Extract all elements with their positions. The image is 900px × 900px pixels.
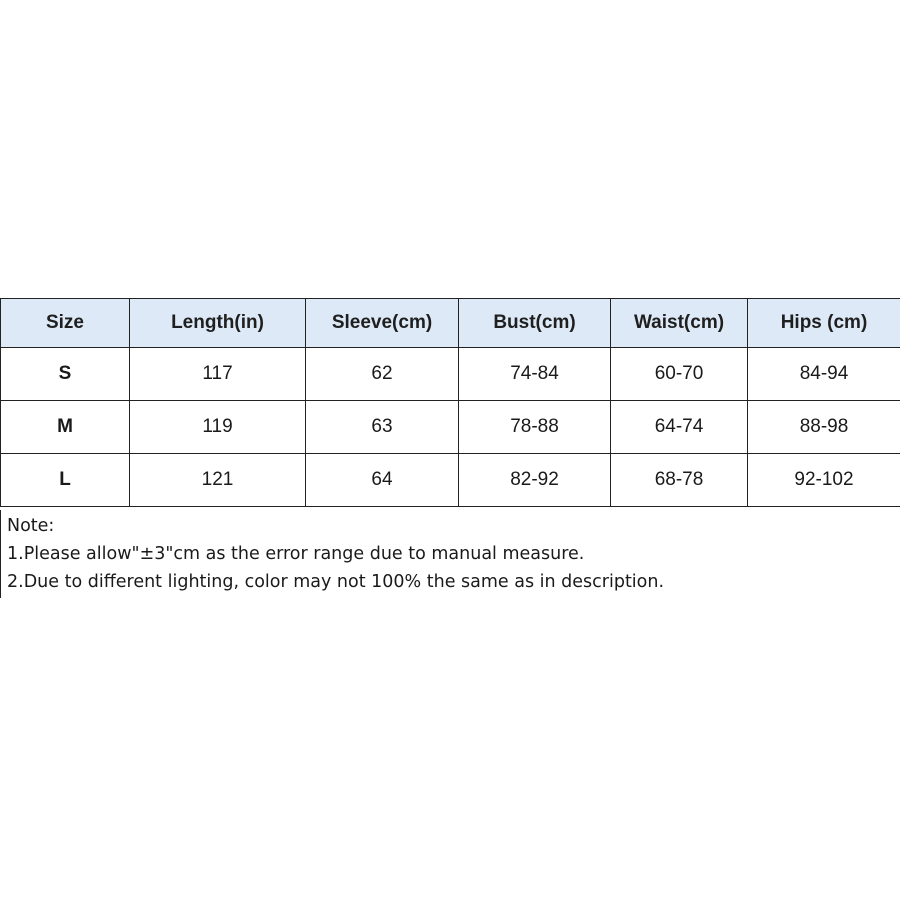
sleeve-cell: 63 bbox=[306, 401, 459, 454]
header-length: Length(in) bbox=[130, 299, 306, 348]
header-waist: Waist(cm) bbox=[611, 299, 748, 348]
hips-cell: 88-98 bbox=[748, 401, 900, 454]
note-line: 1.Please allow"±3"cm as the error range due to manual measure. bbox=[7, 544, 585, 564]
notes-section bbox=[0, 510, 900, 598]
length-cell: 121 bbox=[130, 454, 306, 507]
size-cell: M bbox=[1, 401, 130, 454]
header-size: Size bbox=[1, 299, 130, 348]
size-chart-table bbox=[0, 298, 900, 507]
header-hips: Hips (cm) bbox=[748, 299, 900, 348]
hips-cell: 84-94 bbox=[748, 348, 900, 401]
size-cell: S bbox=[1, 348, 130, 401]
bust-cell: 74-84 bbox=[459, 348, 611, 401]
waist-cell: 60-70 bbox=[611, 348, 748, 401]
table-row bbox=[1, 401, 900, 454]
hips-cell: 92-102 bbox=[748, 454, 900, 507]
table-row bbox=[1, 454, 900, 507]
table-header-row bbox=[1, 299, 900, 348]
header-sleeve: Sleeve(cm) bbox=[306, 299, 459, 348]
waist-cell: 68-78 bbox=[611, 454, 748, 507]
length-cell: 119 bbox=[130, 401, 306, 454]
sleeve-cell: 62 bbox=[306, 348, 459, 401]
table-row bbox=[1, 348, 900, 401]
note-line: 2.Due to different lighting, color may not 100% the same as in description. bbox=[7, 572, 665, 592]
sleeve-cell: 64 bbox=[306, 454, 459, 507]
waist-cell: 64-74 bbox=[611, 401, 748, 454]
size-cell: L bbox=[1, 454, 130, 507]
notes-title: Note: bbox=[7, 516, 55, 536]
length-cell: 117 bbox=[130, 348, 306, 401]
bust-cell: 82-92 bbox=[459, 454, 611, 507]
header-bust: Bust(cm) bbox=[459, 299, 611, 348]
bust-cell: 78-88 bbox=[459, 401, 611, 454]
